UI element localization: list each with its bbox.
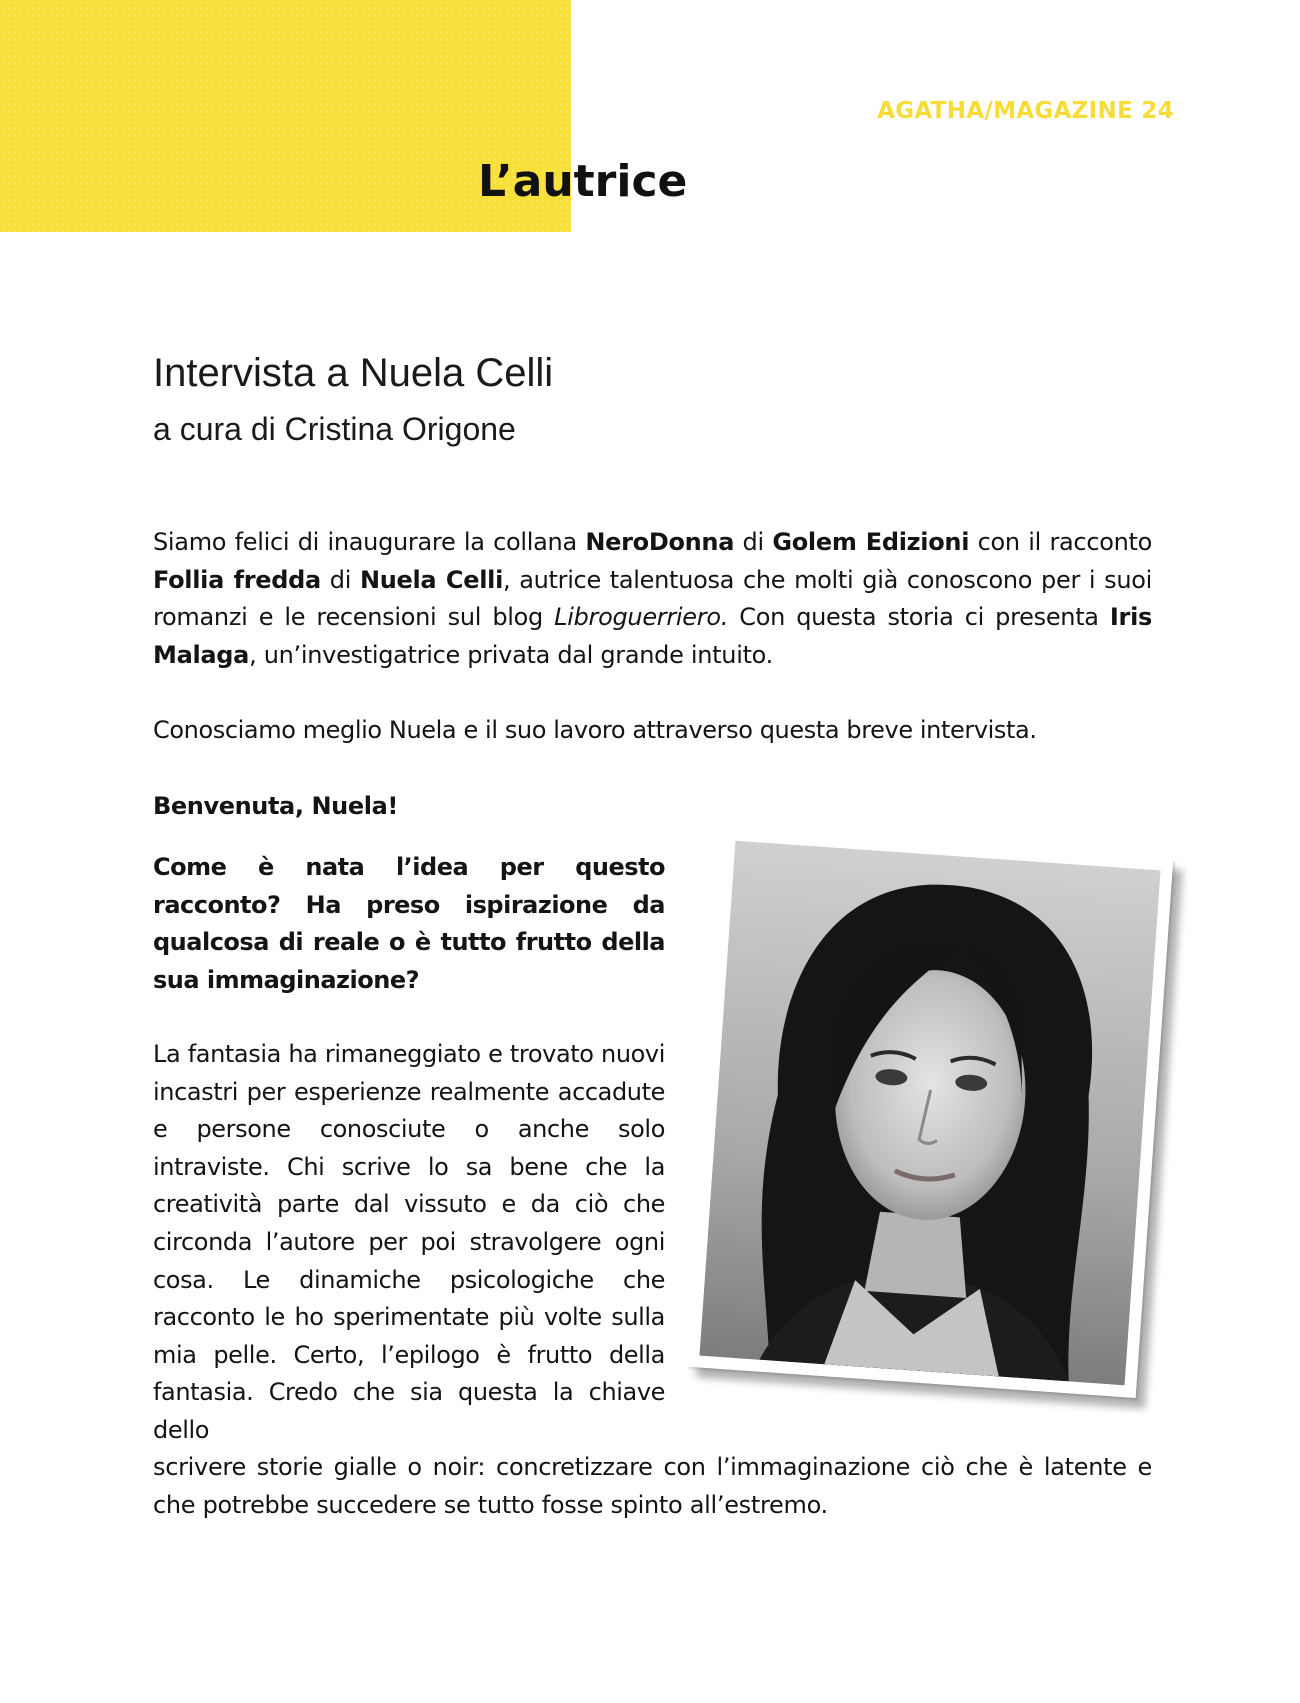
intro-text: di bbox=[734, 528, 773, 556]
intro-closing: Conosciamo meglio Nuela e il suo lavoro attraverso questa breve intervista. bbox=[153, 716, 1037, 744]
intro-text: Siamo felici di inaugurare la collana bbox=[153, 528, 586, 556]
interview-answer-continued: scrivere storie gialle o noir: concretizzare con l’immaginazione ciò che è latente e che potrebbe succedere se tutto fosse spinto all’estremo. bbox=[153, 1453, 1152, 1519]
article-title: Intervista a Nuela Celli bbox=[153, 351, 554, 395]
welcome-line: Benvenuta, Nuela! bbox=[153, 792, 398, 820]
collana-name: NeroDonna bbox=[585, 528, 735, 556]
magazine-label: AGATHA/MAGAZINE 24 bbox=[877, 98, 1174, 124]
portrait-illustration bbox=[700, 841, 1161, 1385]
intro-text: con il racconto bbox=[969, 528, 1153, 556]
story-title: Follia fredda bbox=[153, 565, 321, 594]
intro-text: Con questa storia ci presenta bbox=[728, 603, 1110, 632]
intro-text: , un’investigatrice privata dal grande intuito. bbox=[249, 640, 773, 669]
intro-text: , autrice talentuosa che molti già conoscono per i suoi romanzi e le recensioni sul blog bbox=[153, 565, 1153, 632]
interview-question: Come è nata l’idea per questo racconto? Ha preso ispirazione da qualcosa di reale o è tutto frutto della sua immaginazione? bbox=[153, 853, 665, 994]
blog-name: Libroguerriero. bbox=[554, 603, 729, 632]
section-title: L’autrice bbox=[478, 156, 688, 207]
article-byline: a cura di Cristina Origone bbox=[153, 411, 516, 447]
intro-text: di bbox=[320, 565, 360, 594]
author-name: Nuela Celli bbox=[359, 565, 503, 594]
interview-answer: La fantasia ha rimaneggiato e trovato nuovi incastri per esperienze realmente accadute e persone conosciute o anche solo intraviste. Chi scrive lo sa bene che la creatività parte dal vissuto e da ciò che circonda l’autore per poi stravolgere ogni cosa. Le dinamiche psicologiche che racconto le ho sperimentate più volte sulla mia pelle. Certo, l’epilogo è frutto della fantasia. Credo che sia questa la chiave dello bbox=[153, 1040, 665, 1444]
author-photo-frame bbox=[687, 828, 1174, 1398]
author-portrait-icon bbox=[700, 841, 1161, 1385]
publisher-name: Golem Edizioni bbox=[772, 528, 970, 556]
intro-paragraph bbox=[153, 524, 1152, 674]
character-name: Iris Malaga bbox=[153, 603, 1152, 669]
